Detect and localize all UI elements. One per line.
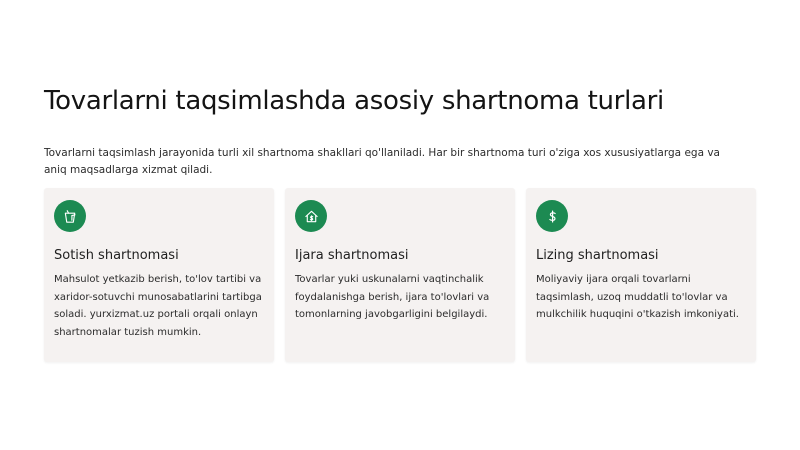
card-description: Tovarlar yuki uskunalarni vaqtinchalik foydalanishga berish, ijara to'lovlari va tomonlarning javobgarligini belgilaydi. (295, 274, 490, 320)
dollar-icon (536, 200, 568, 232)
card-sales-contract (44, 188, 274, 362)
intro-paragraph: Tovarlarni taqsimlash jarayonida turli xil shartnoma shakllari qo'llaniladi. Har bir shartnoma turi o'ziga xos xususiyatlarga ega va aniq maqsadlarga xizmat qiladi. (44, 147, 720, 176)
page-title: Tovarlarni taqsimlashda asosiy shartnoma turlari (44, 86, 664, 116)
card-title: Lizing shartnomasi (536, 248, 659, 263)
bucket-icon (54, 200, 86, 232)
cards-row (44, 188, 756, 362)
card-title: Ijara shartnomasi (295, 248, 409, 263)
card-description: Moliyaviy ijara orqali tovarlarni taqsimlash, uzoq muddatli to'lovlar va mulkchilik huquqini o'tkazish imkoniyati. (536, 274, 739, 320)
card-lease-contract (285, 188, 515, 362)
card-title: Sotish shartnomasi (54, 248, 179, 263)
card-description: Mahsulot yetkazib berish, to'lov tartibi va xaridor-sotuvchi munosabatlarini tartibga soladi. yurxizmat.uz portali orqali onlayn shartnomalar tuzish mumkin. (54, 274, 262, 338)
house-money-icon (295, 200, 327, 232)
card-leasing-contract (526, 188, 756, 362)
